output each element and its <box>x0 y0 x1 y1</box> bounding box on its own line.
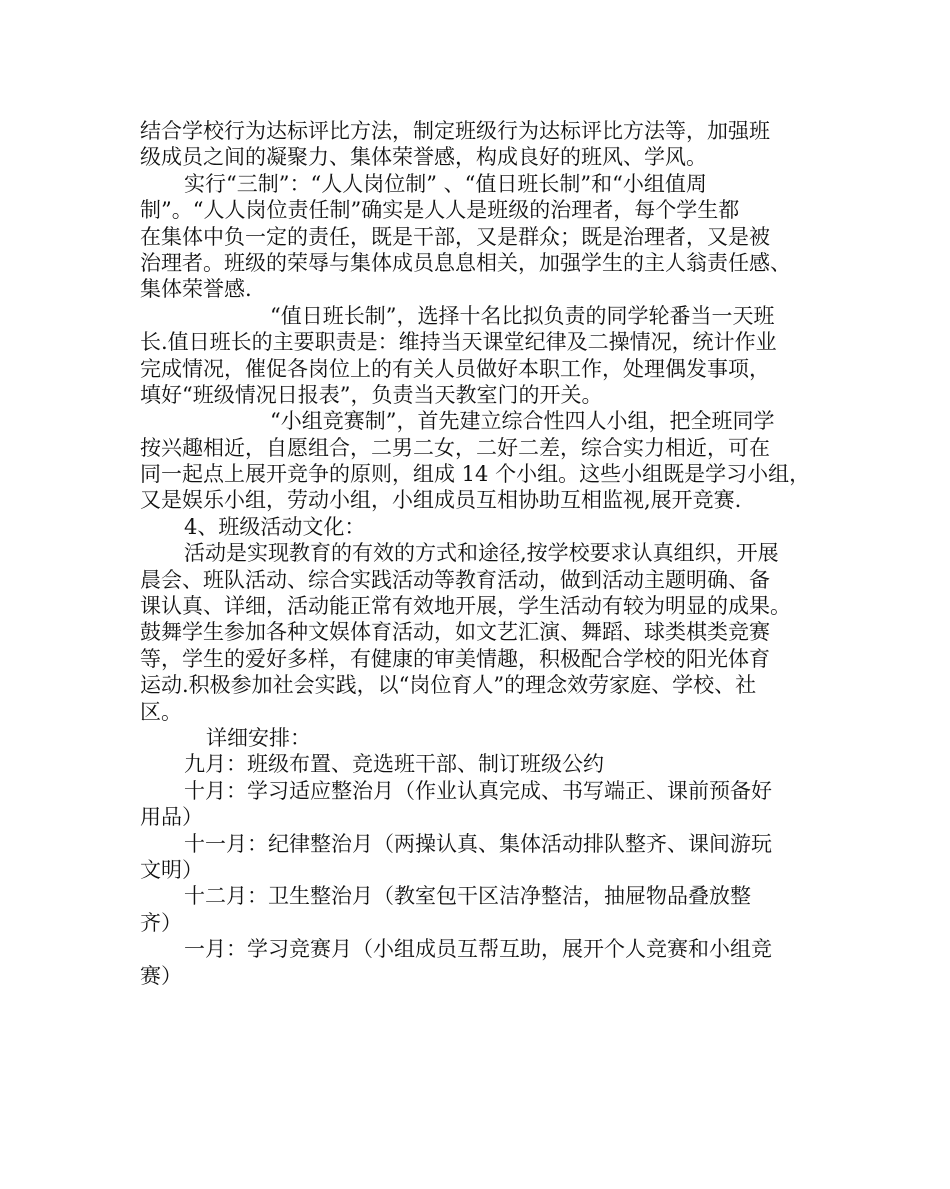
subsection-heading: 详细安排： <box>206 725 311 750</box>
text-line: 长.值日班长的主要职责是：维持当天课堂纪律及二操情况，统计作业 <box>140 330 777 355</box>
text-line: 区。 <box>140 699 182 724</box>
text-line: 集体荣誉感. <box>140 277 252 302</box>
text-line: 填好“班级情况日报表”，负责当天教室门的开关。 <box>140 382 603 407</box>
text-line: 课认真、详细，活动能正常有效地开展，学生活动有较为明显的成果。 <box>140 594 791 619</box>
schedule-item: 一月：学习竞赛月（小组成员互帮互助，展开个人竞赛和小组竞 <box>184 937 772 962</box>
document-body <box>140 118 830 989</box>
text-line: 活动是实现教育的有效的方式和途径,按学校要求认真组织，开展 <box>184 541 779 566</box>
text-line: “小组竞赛制”，首先建立综合性四人小组，把全班同学 <box>270 409 775 434</box>
text-line: 同一起点上展开竞争的原则，组成 14 个小组。这些小组既是学习小组， <box>140 462 811 487</box>
text-line: 晨会、班队活动、综合实践活动等教育活动，做到活动主题明确、备 <box>140 567 770 592</box>
text-line: 文明） <box>140 857 203 882</box>
text-line: 鼓舞学生参加各种文娱体育活动，如文艺汇演、舞蹈、球类棋类竞赛 <box>140 620 770 645</box>
text-line: 运动.积极参加社会实践，以“岗位育人”的理念效劳家庭、学校、社 <box>140 673 757 698</box>
schedule-item: 十二月：卫生整治月（教室包干区洁净整洁，抽屉物品叠放整 <box>184 884 751 909</box>
text-line: 制”。“人人岗位责任制”确实是人人是班级的治理者，每个学生都 <box>140 198 740 223</box>
schedule-item: 九月：班级布置、竞选班干部、制订班级公约 <box>184 752 604 777</box>
text-line: 齐） <box>140 910 182 935</box>
text-line: 按兴趣相近，自愿组合，二男二女，二好二差，综合实力相近，可在 <box>140 435 770 460</box>
schedule-item: 十月：学习适应整治月（作业认真完成、书写端正、课前预备好 <box>184 778 772 803</box>
text-line: “值日班长制”，选择十名比拟负责的同学轮番当一天班 <box>270 303 775 328</box>
text-line: 实行“三制”：“人人岗位制” 、“值日班长制”和“小组值周 <box>184 171 707 196</box>
schedule-item: 十一月：纪律整治月（两操认真、集体活动排队整齐、课间游玩 <box>184 831 772 856</box>
text-line: 完成情况，催促各岗位上的有关人员做好本职工作，处理偶发事项， <box>140 356 770 381</box>
text-line: 等，学生的爱好多样，有健康的审美情趣，积极配合学校的阳光体育 <box>140 646 770 671</box>
text-line: 用品） <box>140 805 203 830</box>
text-line: 赛） <box>140 963 182 988</box>
section-heading: 4、班级活动文化： <box>184 514 366 539</box>
text-line: 又是娱乐小组，劳动小组，小组成员互相协助互相监视,展开竞赛. <box>140 488 742 513</box>
text-line: 在集体中负一定的责任，既是干部，又是群众；既是治理者，又是被 <box>140 224 770 249</box>
text-line: 治理者。班级的荣辱与集体成员息息相关，加强学生的主人翁责任感、 <box>140 250 791 275</box>
text-line: 级成员之间的凝聚力、集体荣誉感，构成良好的班风、学风。 <box>140 145 707 170</box>
text-line: 结合学校行为达标评比方法，制定班级行为达标评比方法等，加强班 <box>140 119 770 143</box>
